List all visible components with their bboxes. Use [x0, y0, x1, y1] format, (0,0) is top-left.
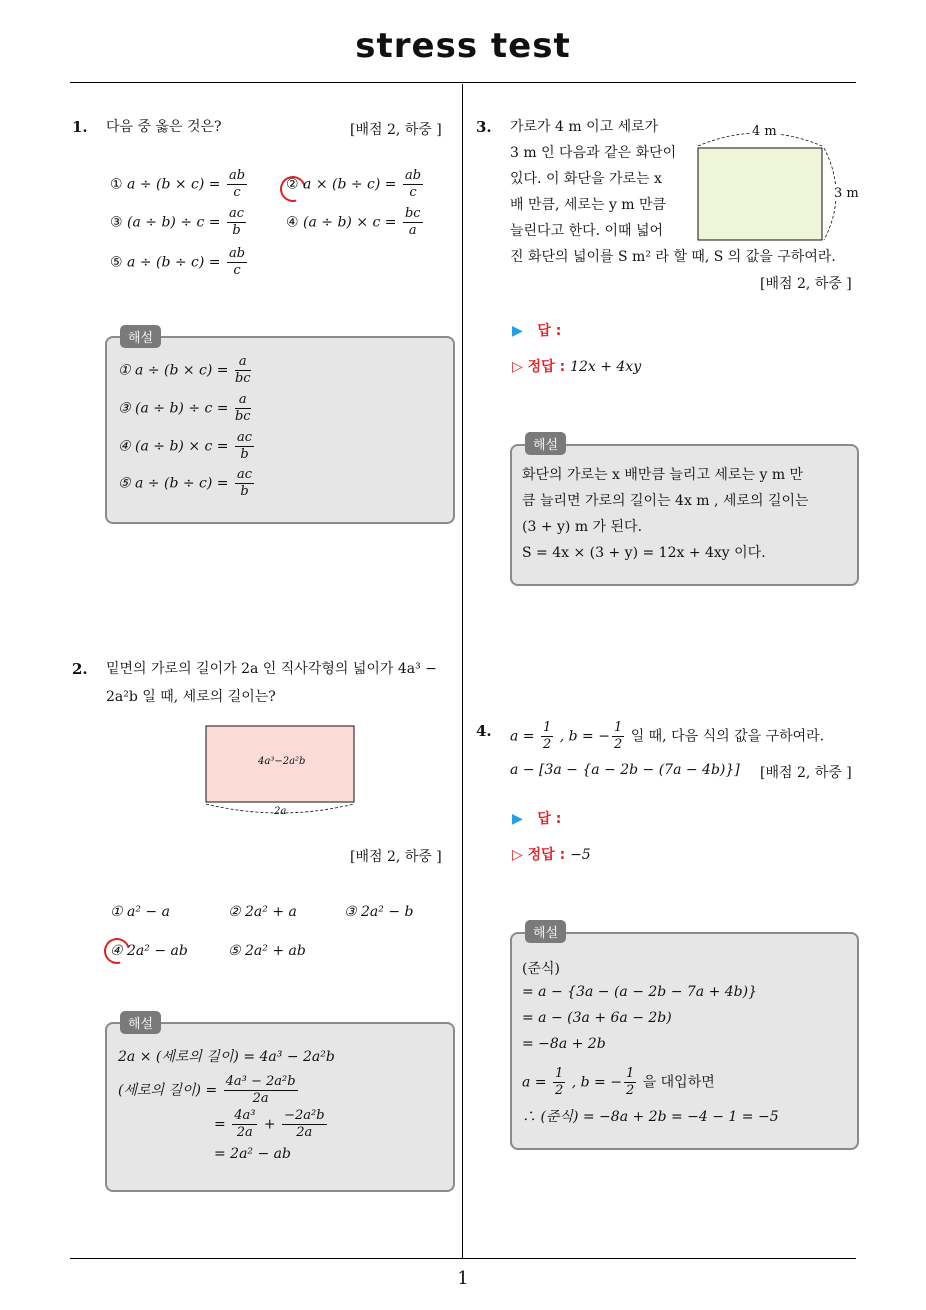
- option-2[interactable]: ② 2a² + a: [228, 904, 297, 920]
- rectangle-area-label: 4a³−2a²b: [258, 756, 306, 767]
- option-expr: a × (b ÷ c) =: [303, 176, 397, 193]
- option-fraction: $\frac{ab}{c}$: [404, 168, 422, 200]
- outline-triangle-icon: ▷: [512, 847, 523, 863]
- question-text-line-2: 2a²b 일 때, 세로의 길이는?: [106, 689, 276, 705]
- option-fraction: $\frac{ab}{c}$: [228, 168, 246, 200]
- question-text-line: 배 만큼, 세로는 y m 만큼: [510, 197, 667, 213]
- solution-line: = 2a² − ab: [214, 1146, 291, 1162]
- correct-answer-row: [512, 356, 641, 376]
- option-mark: ②: [286, 176, 299, 193]
- garden-shape: [698, 148, 822, 240]
- solution-tag: 해설: [120, 1011, 161, 1034]
- question-meta: [배점 2, 하중 ]: [760, 276, 852, 292]
- garden-height-label: 3 m: [834, 186, 859, 201]
- solution-line: (3 + y) m 가 된다.: [522, 519, 643, 535]
- option-expr: (a ÷ b) ÷ c =: [127, 214, 221, 231]
- play-triangle-icon: ▶: [512, 323, 523, 339]
- option-fraction: $\frac{bc}{a}$: [404, 206, 421, 238]
- column-divider: [462, 84, 463, 1259]
- option-expr: a ÷ (b × c) =: [127, 176, 221, 193]
- solution-tag: 해설: [120, 325, 161, 348]
- question-number: 2.: [72, 660, 88, 678]
- option-1[interactable]: [110, 168, 249, 201]
- question-text-line: 있다. 이 화단을 가로는 x: [510, 171, 662, 187]
- option-fraction: $\frac{ac}{b}$: [228, 206, 245, 238]
- solution-line: S = 4x × (3 + y) = 12x + 4xy 이다.: [522, 545, 766, 561]
- question-text-line-1: a = $\frac{1}{2}$ , b = − $\frac{1}{2}$ 일 때, 다음 식의 값을 구하여라.: [510, 720, 825, 752]
- option-expr: (a ÷ b) × c =: [303, 214, 397, 231]
- answer-label: 답 :: [537, 323, 562, 339]
- solution-line: a = $\frac{1}{2}$ , b = − $\frac{1}{2}$ 을 대입하면: [522, 1066, 715, 1098]
- question-text-line-2: a − [3a − {a − 2b − (7a − 4b)}]: [510, 762, 740, 778]
- solution-line: ③ (a ÷ b) ÷ c = $\frac{a}{bc}$: [118, 392, 251, 424]
- page-number: 1: [457, 1268, 469, 1289]
- answer-input-row[interactable]: [512, 808, 561, 828]
- solution-line: = −8a + 2b: [522, 1036, 606, 1052]
- correct-value: 12x + 4xy: [570, 359, 642, 375]
- solution-line: 큼 늘리면 가로의 길이는 4x m , 세로의 길이는: [522, 493, 809, 509]
- option-4[interactable]: [286, 206, 425, 239]
- solution-line: (세로의 길이) = $\frac{\text{4a³ − 2a²b}}{2a}$: [118, 1074, 296, 1106]
- question-number: 4.: [476, 722, 492, 740]
- correct-label: 정답 :: [527, 847, 566, 863]
- question-text: 다음 중 옳은 것은?: [106, 119, 222, 135]
- question-number: 1.: [72, 118, 88, 136]
- option-1[interactable]: ① a² − a: [110, 904, 170, 920]
- option-5[interactable]: [110, 246, 249, 279]
- option-mark: ①: [110, 176, 123, 193]
- solution-line: = $\frac{\text{4a³}}{2a}$ + $\frac{\text{−2a²b}}{2a}$: [214, 1108, 325, 1140]
- question-meta: [배점 2, 하중 ]: [350, 122, 442, 138]
- solution-line: 화단의 가로는 x 배만큼 늘리고 세로는 y m 만: [522, 467, 804, 483]
- option-5[interactable]: ⑤ 2a² + ab: [228, 943, 306, 959]
- correct-value: −5: [570, 847, 591, 863]
- option-mark: ③: [110, 214, 123, 231]
- solution-line: = a − (3a + 6a − 2b): [522, 1010, 672, 1026]
- header-rule: [70, 82, 856, 83]
- solution-line: ⑤ a ÷ (b ÷ c) = $\frac{ac}{b}$: [118, 467, 253, 499]
- solution-line: = a − {3a − (a − 2b − 7a + 4b)}: [522, 984, 758, 1000]
- play-triangle-icon: ▶: [512, 811, 523, 827]
- solution-line: ∴ (준식) = −8a + 2b = −4 − 1 = −5: [522, 1109, 779, 1125]
- garden-width-label: 4 m: [752, 124, 777, 139]
- option-mark: ④: [286, 214, 299, 231]
- solution-tag: 해설: [525, 432, 566, 455]
- solution-line: 2a × (세로의 길이) = 4a³ − 2a²b: [118, 1049, 335, 1065]
- question-text-line: 늘린다고 한다. 이때 넓어: [510, 223, 664, 239]
- footer-rule: [70, 1258, 856, 1259]
- page-title: stress test: [355, 26, 571, 66]
- option-3[interactable]: [110, 206, 248, 239]
- solution-line: (준식): [522, 961, 560, 977]
- correct-answer-row: [512, 844, 591, 864]
- question-text-line: 가로가 4 m 이고 세로가: [510, 119, 659, 135]
- answer-label: 답 :: [537, 811, 562, 827]
- outline-triangle-icon: ▷: [512, 359, 523, 375]
- question-text-line-1: 밑면의 가로의 길이가 2a 인 직사각형의 넓이가 4a³ −: [106, 661, 437, 677]
- answer-input-row[interactable]: [512, 320, 561, 340]
- correct-label: 정답 :: [527, 359, 566, 375]
- question-text-line: 진 화단의 넓이를 S m² 라 할 때, S 의 값을 구하여라.: [510, 249, 836, 265]
- question-meta: [배점 2, 하중 ]: [760, 765, 852, 781]
- solution-line: ① a ÷ (b × c) = $\frac{a}{bc}$: [118, 354, 251, 386]
- rectangle-width-label: 2a: [274, 806, 287, 817]
- solution-line: ④ (a ÷ b) × c = $\frac{ac}{b}$: [118, 430, 253, 462]
- option-4[interactable]: ④ 2a² − ab: [110, 943, 188, 959]
- question-meta: [배점 2, 하중 ]: [350, 849, 442, 865]
- question-number: 3.: [476, 118, 492, 136]
- option-expr: a ÷ (b ÷ c) =: [127, 254, 221, 271]
- option-3[interactable]: ③ 2a² − b: [344, 904, 414, 920]
- option-mark: ⑤: [110, 254, 123, 271]
- question-text-line: 3 m 인 다음과 같은 화단이: [510, 145, 677, 161]
- option-2[interactable]: [286, 168, 425, 201]
- solution-tag: 해설: [525, 920, 566, 943]
- option-fraction: $\frac{ab}{c}$: [228, 246, 246, 278]
